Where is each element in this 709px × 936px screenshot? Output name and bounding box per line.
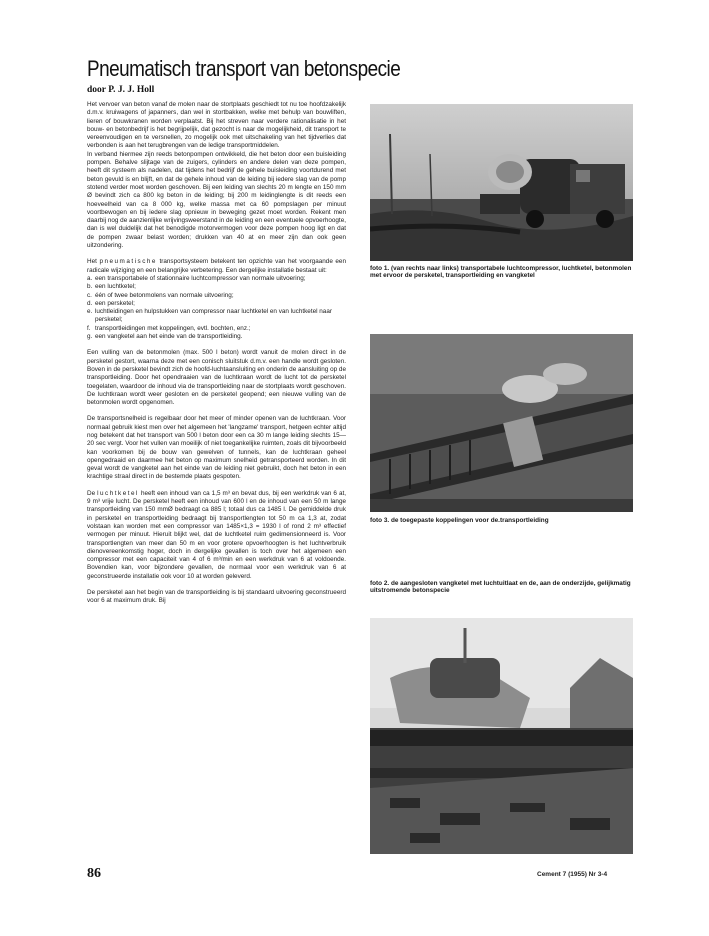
photo-1-illustration (370, 104, 633, 261)
paragraph-6 (87, 490, 346, 581)
component-list (87, 275, 346, 341)
photo-2-caption-text: de aangesloten vangketel met luchtuitlaat en de, aan de onderzijde, gelijkmatig uitstromende betonspecie (370, 580, 631, 595)
body-column (87, 101, 346, 614)
list-item-text: een transportabele of stationnaire luchtcompressor van normale uitvoering; (95, 274, 306, 282)
list-item-text: een vangketel aan het einde van de transportleiding. (95, 333, 243, 341)
list-item (87, 292, 346, 300)
list-item-letter: g. (87, 333, 93, 341)
photo-2-illustration (370, 618, 633, 854)
paragraph-2: In verband hiermee zijn reeds betonpompen ontwikkeld, die het beton door een buisleiding pompen. Behalve slijtage van de zuigers, cylinders en andere delen van deze pompen, heeft dit systeem als nadelen, dat tijdens het bedrijf de gehele buisleiding voortdurend met beton gevuld is en blijft, en dat de gehele inhoud van de leiding bij iedere slag van de pomp stotend verder moet worden geschoven. Bij een leiding van slechts 20 m lengte en 150 mm Ø bevindt zich ca 800 kg beton in de leiding; bij 200 m leidinglengte is dit reeds een hoeveelheid van ca 8 000 kg, welke massa met ca 60 pompslagen per minuut voortbewogen en bij iedere slag opnieuw in beweging gezet moet worden. Rekent men daarbij nog de aanzienlijke wrijvingsweerstand in de leiding en een eventuele opvoerhoogte, dan is wel duidelijk dat het benodigde motorvermogen voor deze pompen hoog ligt en dat de pompen zwaar belast worden; drukken van 40 at en meer zijn dan ook geen uitzondering. (87, 150, 346, 250)
paragraph-5: De transportsnelheid is regelbaar door het meer of minder openen van de luchtkraan. Voor normaal gebruik kiest men over het algemeen het 'langzame' transport, hetgeen echter altijd nog betekent dat het transport van 500 l beton door een ca 30 m lange leiding slechts 15—20 sec vergt. Voor het vullen van moeilijk of niet toegankelijke ruimten, zoals dit bijvoorbeeld kan voorkomen bij de bouw van gewelven of tunnels, kan de luchtkraan geheel opengedraaid en daarmee het beton op maximum snelheid getransporteerd worden. In dit geval wordt de vangketel aan het einde van de leiding niet gebruikt, doch het beton in een krachtige straal direct in de bestemde plaats gespoten. (87, 415, 346, 481)
paragraph-6-lead: De (87, 489, 96, 497)
list-item-text: een persketel; (95, 299, 135, 307)
photo-2-caption-label: foto 2. (370, 580, 390, 587)
list-item (87, 325, 346, 333)
list-item-text: één of twee betonmolens van normale uitvoering; (95, 291, 234, 299)
paragraph-7: De persketel aan het begin van de transportleiding is bij standaard uitvoering geconstrueerd voor 6 at maximum druk. Bij (87, 589, 346, 605)
paragraph-6-term: luchtketel (97, 489, 139, 497)
list-item-letter: f. (87, 324, 91, 332)
list-item (87, 283, 346, 291)
list-item-text: transportleidingen met koppelingen, evtl. bochten, enz.; (95, 324, 251, 332)
article-title: Pneumatisch transport van betonspecie (87, 56, 401, 81)
list-item (87, 300, 346, 308)
article-author: door P. J. J. Holl (87, 85, 155, 95)
photo-2-caption (370, 580, 633, 595)
photo-1-caption-label: foto 1. (370, 265, 390, 272)
photo-1-caption-text: (van rechts naar links) transportabele luchtcompressor, luchtketel, betonmolen met ervoor de persketel, transportleiding en vangketel (370, 265, 632, 280)
list-item (87, 275, 346, 283)
list-item-letter: e. (87, 308, 93, 316)
photo-3-illustration (370, 334, 633, 512)
paragraph-3-lead: Het (87, 258, 97, 266)
paragraph-6-rest: heeft een inhoud van ca 1,5 m³ en bevat dus, bij een werkdruk van 6 at, 9 m³ vrije lucht. De persketel heeft een inhoud van 600 l en de inhoud van een 50 m lange transportleiding van 150 mmØ bedraagt ca 885 l; totaal dus ca 1485 l. De gemiddelde druk in persketel en transportleiding bedraagt bij transportlengten tot 50 m ca 1,3 at, zodat volstaan kan worden met een compressor van 1485×1,3 = 1930 l of rond 2 m³ effectief vermogen per minuut. Hieruit blijkt wel, dat de luchtketel ruim gedimensionneerd is. Voor transportlengten van meer dan 50 m en voor grotere opvoerhoogten is het luchtverbruik dienovereenkomstig hoger, doch in dergelijke gevallen is toch over het algemeen een compressor met een capaciteit van 4 of 6 m³/min en een werkdruk van 6 at voldoende. Bovendien kan, voor bijzondere gevallen, de normaal voor een werkdruk van 6 at geconstrueerde installatie ook voor 10 at worden geleverd. (87, 489, 346, 580)
photo-1 (370, 104, 633, 261)
paragraph-3 (87, 258, 346, 275)
list-item (87, 308, 346, 325)
list-item-text: luchtleidingen en hulpstukken van compressor naar luchtketel en van luchtketel naar persketel; (95, 308, 332, 324)
list-item (87, 333, 346, 341)
list-item-text: een luchtketel; (95, 283, 136, 291)
paragraph-4: Een vulling van de betonmolen (max. 500 l beton) wordt vanuit de molen direct in de persketel gestort, waarna deze met een conisch sluitstuk d.m.v. een handle wordt gesloten. Boven in de persketel bevindt zich de hoofd-luchtaansluiting en onderin de aansluiting op de transportleiding. Door het opendraaien van de luchtkraan wordt de lucht tot de persketel toegelaten, waardoor de inhoud via de transportleiding naar de stortplaats wordt geschoven. De luchtkraan wordt weer gesloten en de persketel geopend; een nieuwe vulling van de betonmolen wordt opgenomen. (87, 349, 346, 407)
list-item-letter: d. (87, 299, 93, 307)
photo-2 (370, 618, 633, 854)
list-item-letter: c. (87, 291, 92, 299)
photo-1-caption (370, 265, 633, 280)
paragraph-3-term: pneumatische (99, 258, 157, 266)
photo-3 (370, 334, 633, 512)
journal-reference: Cement 7 (1955) Nr 3-4 (537, 871, 608, 878)
page-number: 86 (87, 866, 101, 881)
paragraph-1: Het vervoer van beton vanaf de molen naar de stortplaats geschiedt tot nu toe hoofdzakelijk d.m.v. kruiwagens of japanners, dan wel in stortbakken, welke met behulp van bouwliften, lieren of bouwkranen worden verplaatst. Bij het streven naar verdere rationalisatie in het bouw- en betonbedrijf is het begrijpelijk, dat gezocht is naar de mogelijkheid, dit transport te vereenvoudigen en te versnellen, zo mogelijk ook met uitschakeling van het tijdverlies dat verbonden is aan het terugbrengen van de ledige transportmiddelen. (87, 101, 346, 150)
paragraph-3-rest: transportsysteem betekent ten opzichte van het voorgaande een radicale wijziging en een belangrijke verbetering. Een dergelijke installatie bestaat uit: (87, 258, 346, 274)
photo-3-caption: foto 3. de toegepaste koppelingen voor de.transportleiding (370, 517, 549, 524)
list-item-letter: b. (87, 283, 93, 291)
list-item-letter: a. (87, 274, 93, 282)
